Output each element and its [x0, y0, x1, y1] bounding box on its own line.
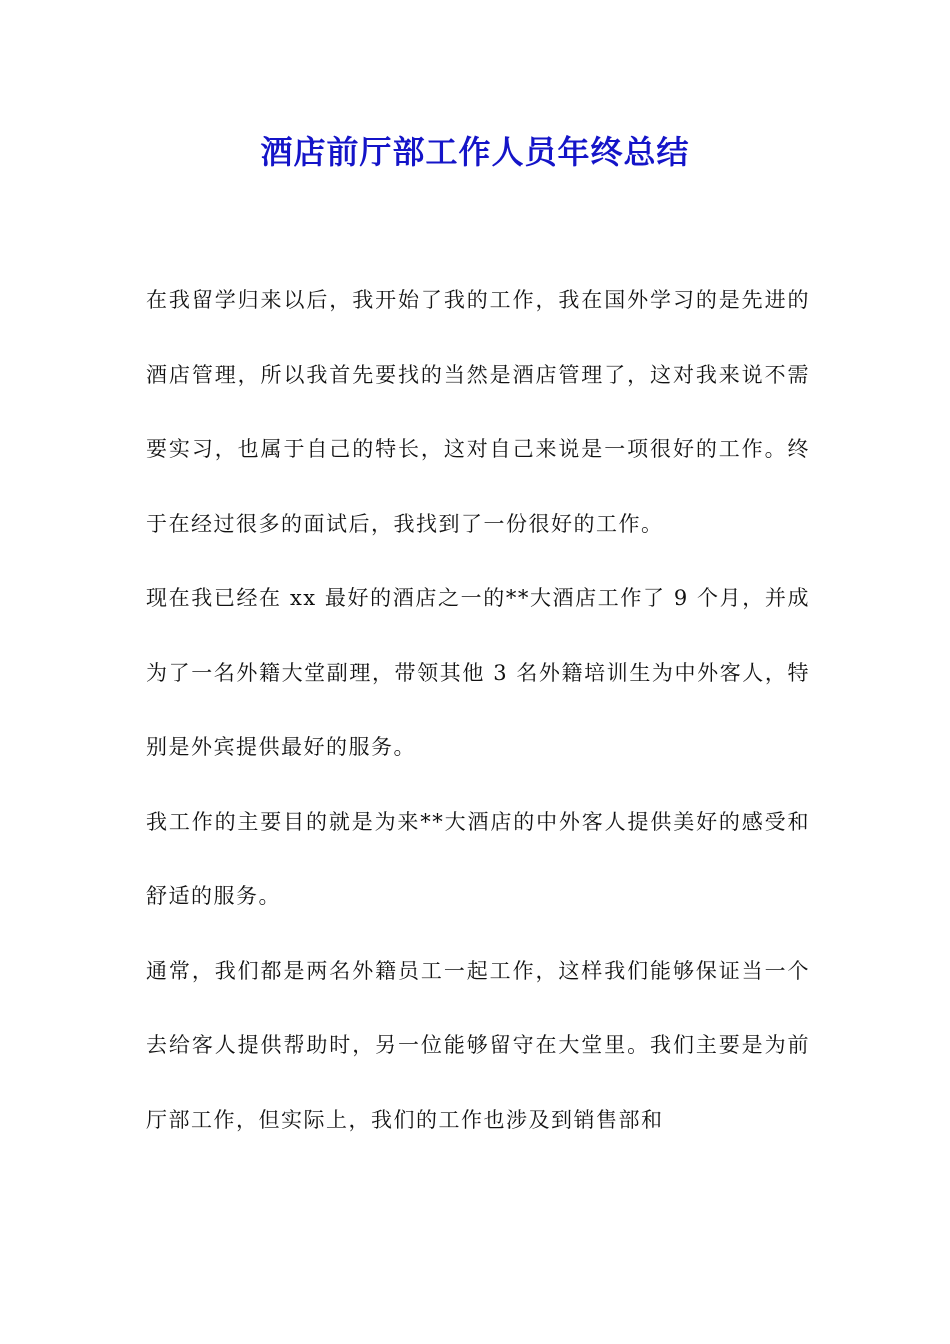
document-title: 酒店前厅部工作人员年终总结 — [260, 133, 690, 171]
document-body — [146, 263, 810, 1157]
paragraph-2: 现在我已经在 xx 最好的酒店之一的**大酒店工作了 9 个月，并成为了一名外籍大堂副理，带领其他 3 名外籍培训生为中外客人，特别是外宾提供最好的服务。 — [146, 586, 810, 759]
paragraph-3: 我工作的主要目的就是为来**大酒店的中外客人提供美好的感受和舒适的服务。 — [146, 809, 810, 908]
paragraph-4: 通常，我们都是两名外籍员工一起工作，这样我们能够保证当一个去给客人提供帮助时，另一位能够留守在大堂里。我们主要是为前厅部工作，但实际上，我们的工作也涉及到销售部和 — [146, 958, 810, 1132]
paragraph-1: 在我留学归来以后，我开始了我的工作，我在国外学习的是先进的酒店管理，所以我首先要找的当然是酒店管理了，这对我来说不需要实习，也属于自己的特长，这对自己来说是一项很好的工作。终于在经过很多的面试后，我找到了一份很好的工作。 — [146, 288, 810, 536]
